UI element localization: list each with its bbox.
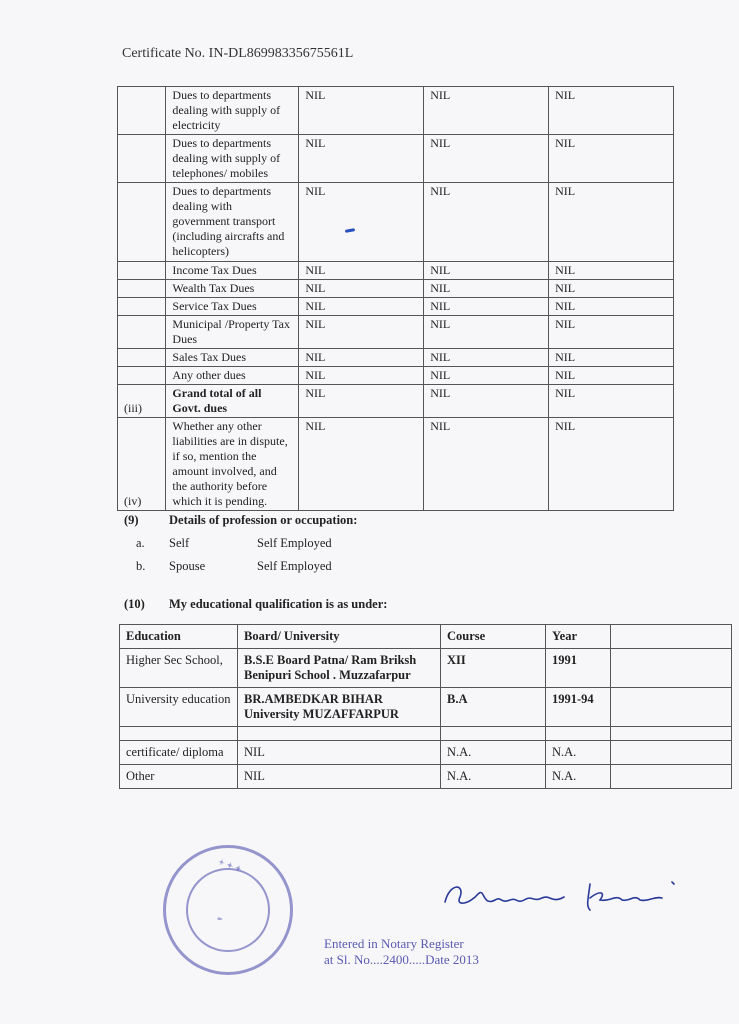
dues-description: Service Tax Dues xyxy=(166,298,299,316)
value-1: NIL xyxy=(299,262,424,280)
dues-description: Any other dues xyxy=(166,367,299,385)
register-line-1: Entered in Notary Register xyxy=(324,936,464,951)
header-course: Course xyxy=(441,625,546,649)
value-1: NIL xyxy=(299,87,424,135)
item-letter: a. xyxy=(136,536,145,550)
value-3: NIL xyxy=(549,349,674,367)
value-2: NIL xyxy=(424,298,549,316)
education-cell: University education xyxy=(120,688,238,727)
dues-description: Whether any other liabilities are in dispute, if so, mention the amount involved, and the authority before which it is pending. xyxy=(166,418,299,511)
row-index xyxy=(118,183,166,262)
value-1: NIL xyxy=(299,316,424,349)
empty-cell xyxy=(611,688,732,727)
value-2: NIL xyxy=(424,87,549,135)
stamp-text-top: ✦ ✦ ✦ xyxy=(216,857,243,875)
table-row xyxy=(120,741,732,765)
board-cell: BR.AMBEDKAR BIHAR University MUZAFFARPUR xyxy=(238,688,441,727)
empty-cell xyxy=(611,765,732,789)
empty-cell xyxy=(611,727,732,741)
table-header-row xyxy=(120,625,732,649)
row-index xyxy=(118,316,166,349)
empty-cell xyxy=(441,727,546,741)
value-3: NIL xyxy=(549,367,674,385)
section-title: My educational qualification is as under: xyxy=(169,597,388,611)
dues-description: Dues to departments dealing with supply of electricity xyxy=(166,87,299,135)
empty-cell xyxy=(120,727,238,741)
table-row xyxy=(118,262,674,280)
education-table xyxy=(119,624,732,789)
row-index xyxy=(118,280,166,298)
row-index xyxy=(118,135,166,183)
table-row xyxy=(118,418,674,511)
row-index xyxy=(118,367,166,385)
value-1: NIL xyxy=(299,183,424,262)
value-3: NIL xyxy=(549,135,674,183)
table-row xyxy=(118,316,674,349)
header-education: Education xyxy=(120,625,238,649)
certificate-number: Certificate No. IN-DL86998335675561L xyxy=(122,46,354,61)
dues-description: Dues to departments dealing with government transport (including aircrafts and helicopters) xyxy=(166,183,299,262)
table-row xyxy=(118,298,674,316)
board-cell: B.S.E Board Patna/ Ram Briksh Benipuri School . Muzzafarpur xyxy=(238,649,441,688)
header-board: Board/ University xyxy=(238,625,441,649)
notary-stamp xyxy=(163,845,293,975)
table-row xyxy=(120,765,732,789)
value-1: NIL xyxy=(299,280,424,298)
course-cell: N.A. xyxy=(441,765,546,789)
signature xyxy=(440,872,690,922)
value-1: NIL xyxy=(299,298,424,316)
row-index xyxy=(118,349,166,367)
dues-description: Sales Tax Dues xyxy=(166,349,299,367)
value-3: NIL xyxy=(549,298,674,316)
value-1: NIL xyxy=(299,367,424,385)
section-number: (10) xyxy=(124,597,145,611)
course-cell: XII xyxy=(441,649,546,688)
item-label: Self xyxy=(169,536,190,550)
register-line-2: at Sl. No....2400.....Date 2013 xyxy=(324,952,479,967)
empty-cell xyxy=(238,727,441,741)
item-value: Self Employed xyxy=(257,536,332,550)
empty-cell xyxy=(611,649,732,688)
section-title: Details of profession or occupation: xyxy=(169,513,358,527)
table-row xyxy=(118,367,674,385)
row-index xyxy=(118,262,166,280)
value-3: NIL xyxy=(549,280,674,298)
board-cell: NIL xyxy=(238,741,441,765)
value-3: NIL xyxy=(549,316,674,349)
item-value: Self Employed xyxy=(257,559,332,573)
dues-description: Dues to departments dealing with supply of telephones/ mobiles xyxy=(166,135,299,183)
empty-cell xyxy=(546,727,611,741)
row-index xyxy=(118,298,166,316)
row-index: (iii) xyxy=(118,385,166,418)
value-2: NIL xyxy=(424,280,549,298)
stamp-text-center: ✎ xyxy=(216,915,225,924)
value-2: NIL xyxy=(424,349,549,367)
value-3: NIL xyxy=(549,87,674,135)
item-letter: b. xyxy=(136,559,146,573)
stamp-inner-ring xyxy=(186,868,270,952)
value-2: NIL xyxy=(424,135,549,183)
value-1: NIL xyxy=(299,418,424,511)
table-row xyxy=(120,649,732,688)
value-2: NIL xyxy=(424,418,549,511)
empty-cell xyxy=(611,741,732,765)
value-3: NIL xyxy=(549,385,674,418)
value-2: NIL xyxy=(424,183,549,262)
value-2: NIL xyxy=(424,367,549,385)
dues-description: Grand total of all Govt. dues xyxy=(166,385,299,418)
section-number: (9) xyxy=(124,513,139,527)
row-index xyxy=(118,87,166,135)
header-empty xyxy=(611,625,732,649)
item-label: Spouse xyxy=(169,559,206,573)
year-cell: N.A. xyxy=(546,741,611,765)
education-cell: certificate/ diploma xyxy=(120,741,238,765)
education-cell: Other xyxy=(120,765,238,789)
dues-table xyxy=(117,86,674,511)
value-2: NIL xyxy=(424,385,549,418)
year-cell: 1991 xyxy=(546,649,611,688)
value-1: NIL xyxy=(299,349,424,367)
course-cell: N.A. xyxy=(441,741,546,765)
value-2: NIL xyxy=(424,316,549,349)
value-2: NIL xyxy=(424,262,549,280)
header-year: Year xyxy=(546,625,611,649)
education-cell: Higher Sec School, xyxy=(120,649,238,688)
dues-description: Income Tax Dues xyxy=(166,262,299,280)
dues-description: Wealth Tax Dues xyxy=(166,280,299,298)
table-row xyxy=(120,688,732,727)
table-row xyxy=(118,135,674,183)
table-row xyxy=(118,87,674,135)
course-cell: B.A xyxy=(441,688,546,727)
value-3: NIL xyxy=(549,418,674,511)
row-index: (iv) xyxy=(118,418,166,511)
year-cell: N.A. xyxy=(546,765,611,789)
value-3: NIL xyxy=(549,183,674,262)
table-row xyxy=(118,349,674,367)
year-cell: 1991-94 xyxy=(546,688,611,727)
notary-register-stamp xyxy=(324,936,479,968)
spacer-row xyxy=(120,727,732,741)
board-cell: NIL xyxy=(238,765,441,789)
table-row xyxy=(118,280,674,298)
table-row xyxy=(118,385,674,418)
dues-description: Municipal /Property Tax Dues xyxy=(166,316,299,349)
value-1: NIL xyxy=(299,135,424,183)
value-3: NIL xyxy=(549,262,674,280)
table-row xyxy=(118,183,674,262)
value-1: NIL xyxy=(299,385,424,418)
